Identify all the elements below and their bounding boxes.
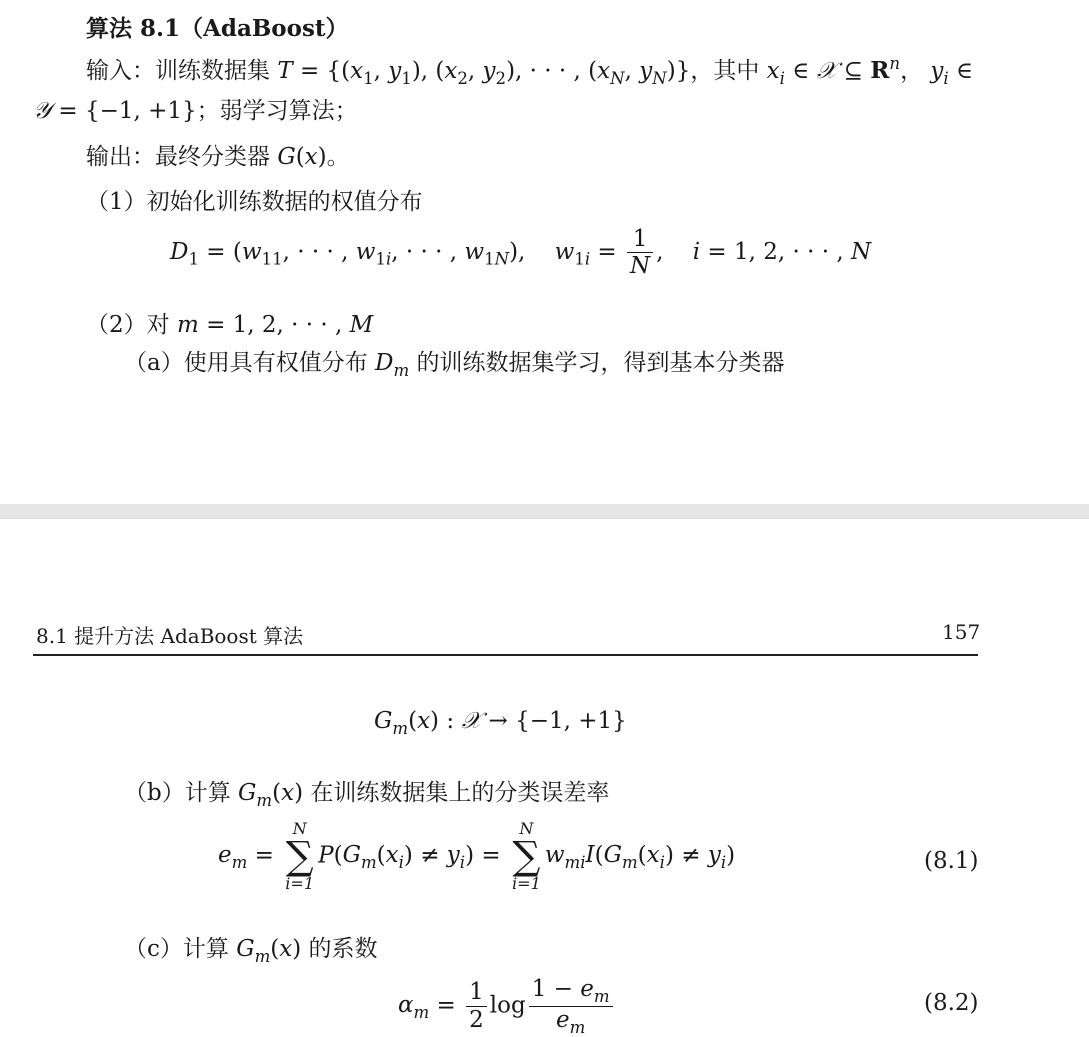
gm-formula-c: $G_m(x)$ [236, 936, 302, 966]
fraction-one-half: $\frac{1}{2}$ [466, 979, 487, 1033]
output-end: 。 [326, 144, 350, 170]
iteration-range-formula: m = 1, 2, · · · , M [176, 312, 374, 338]
input-separator: ，其中 [690, 58, 760, 84]
page-separator [0, 504, 1089, 518]
step-b-prefix: （b）计算 [124, 780, 231, 806]
header-rule [33, 654, 978, 656]
training-set-formula: $T = \{(x_1$, $y_1$), ($x_2$, $y_2$), · · · , ($x_N$, $y_N$)} [277, 58, 691, 88]
fraction-one-over-n: $\frac{1}{N}$ [627, 226, 653, 280]
step-2-prefix: （2）对 [86, 312, 170, 338]
weight-init-formula: $D_1 = (w_{11}$, · · · , $w_{1i}$, · · · , $w_{1N}$), $w_{1i}$ = $\frac{1}{N}$ , i = 1, 2, · · · , N [170, 226, 872, 280]
equation-number-8-1: (8.1) [924, 848, 979, 874]
alpha-formula: $\alpha_m$ = $\frac{1}{2}$ log $\frac{1 - e_m}{e_m}$ [398, 976, 616, 1037]
input-label: 输入：训练数据集 [86, 58, 270, 84]
output-line: 输出：最终分类器 G(x)。 [86, 144, 350, 170]
step-2-line [86, 306, 373, 339]
step-a-suffix: 的训练数据集学习，得到基本分类器 [416, 350, 785, 376]
step-1-text: （1）初始化训练数据的权值分布 [86, 189, 423, 215]
fraction-error-ratio: $\frac{1 - e_m}{e_m}$ [529, 976, 613, 1037]
gm-formula-b: $G_m(x)$ [238, 780, 304, 810]
input-line [86, 52, 973, 88]
label-set-formula: 𝒴 = {−1, +1} [33, 98, 197, 124]
step-b-line [124, 774, 609, 810]
distribution-formula: $D_m$ [375, 350, 410, 380]
step-c-line [124, 930, 378, 966]
step-c-prefix: （c）计算 [124, 936, 229, 962]
classifier-formula: G [277, 144, 296, 170]
algorithm-title: 算法 8.1（AdaBoost） [86, 15, 349, 42]
summation-sign: N ∑ i=1 [285, 819, 315, 893]
label-set-line [33, 92, 358, 125]
weak-learner-text: ；弱学习算法； [196, 98, 358, 124]
equation-number-8-2: (8.2) [924, 990, 979, 1016]
step-b-suffix: 在训练数据集上的分类误差率 [310, 780, 610, 806]
output-label: 输出：最终分类器 [86, 144, 270, 170]
error-rate-formula: $e_m$ = N ∑ i=1 $P(G_m(x_i) \ne y_i)$ = N ∑ i=1 $w_{mi}I(G_m(x_i) \ne y_i)$ [218, 819, 736, 893]
page-number: 157 [942, 620, 981, 644]
base-classifier-formula: $G_m(x)$ : 𝒳 → {−1, +1} [374, 708, 627, 738]
running-header-title: 8.1 提升方法 AdaBoost 算法 [36, 624, 304, 648]
domain-formula: $x_i$ ∈ 𝒳 ⊆ $R^n$， $y_i$ ∈ [766, 53, 974, 88]
summation-sign: N ∑ i=1 [511, 819, 541, 893]
step-a-prefix: （a）使用具有权值分布 [124, 350, 368, 376]
step-c-suffix: 的系数 [308, 936, 378, 962]
step-a-line [124, 344, 785, 380]
